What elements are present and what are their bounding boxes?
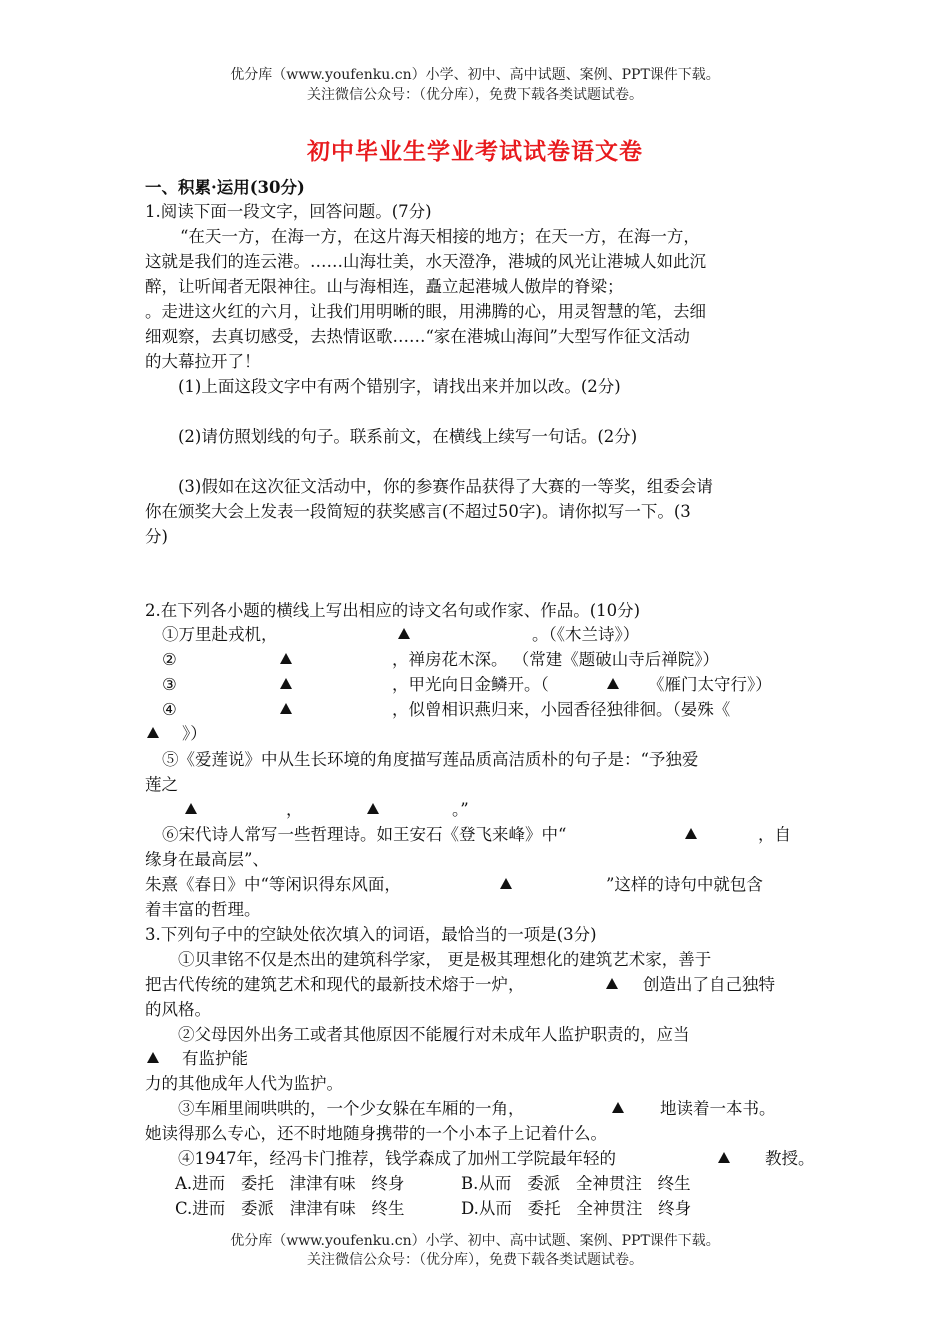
- q2-item-5: 莲之: [145, 775, 178, 794]
- blank-triangle-icon: [606, 974, 618, 996]
- q2-item-5-end: 。”: [452, 800, 469, 819]
- blank-triangle-icon: [280, 674, 292, 696]
- header-line-1: 优分库（www.youfenku.cn）小学、初中、高中试题、案例、PPT课件下载。: [230, 67, 720, 83]
- q2-item-3-source: 《雁门太守行》）: [648, 675, 772, 694]
- q2-item-5-comma: ，: [286, 800, 303, 819]
- blank-triangle-icon: [718, 1148, 730, 1170]
- blank-triangle-icon: [147, 1048, 159, 1070]
- q3-option-b: B.从而 委派 全神贯注 终生: [461, 1174, 691, 1193]
- q3-sentence-1: 的风格。: [145, 1000, 211, 1019]
- blank-triangle-icon: [612, 1098, 624, 1120]
- footer-line-1: 优分库（www.youfenku.cn）小学、初中、高中试题、案例、PPT课件下载。: [230, 1233, 720, 1249]
- q3-sentence-3: 地读着一本书。: [660, 1099, 776, 1118]
- blank-triangle-icon: [147, 723, 159, 745]
- blank-triangle-icon: [398, 624, 410, 646]
- q3-sentence-1: 把古代传统的建筑艺术和现代的最新技术熔于一炉，: [145, 975, 525, 994]
- q2-item-4-end: 》）: [182, 724, 207, 743]
- q3-option-d: D.从而 委托 全神贯注 终身: [461, 1199, 692, 1218]
- q2-item-6: ，自: [758, 825, 791, 844]
- q1-sub-3: (3)假如在这次征文活动中，你的参赛作品获得了大赛的一等奖，组委会请: [178, 477, 713, 496]
- q1-para-line: 醉，让听闻者无限神往。山与海相连，矗立起港城人傲岸的脊梁；: [145, 277, 624, 296]
- blank-triangle-icon: [367, 799, 379, 821]
- q1-para-line: 细观察，去真切感受，去热情讴歌……“家在港城山海间”大型写作征文活动: [145, 327, 690, 346]
- q1-sub-3: 你在颁奖大会上发表一段简短的获奖感言(不超过50字)。请你拟写一下。(3: [145, 502, 691, 521]
- q3-sentence-4: ④1947年，经冯卡门推荐，钱学森成了加州工学院最年轻的: [178, 1149, 616, 1168]
- q1-sub-2: (2)请仿照划线的句子。联系前文，在横线上续写一句话。(2分): [178, 427, 638, 446]
- q2-item-2: ②: [162, 650, 177, 669]
- q3-sentence-2: 有监护能: [182, 1049, 248, 1068]
- q3-option-c: C.进而 委派 津津有味 终生: [175, 1199, 405, 1218]
- q2-item-3: ③: [162, 675, 177, 694]
- q2-item-6: ⑥宋代诗人常写一些哲理诗。如王安石《登飞来峰》中“: [162, 825, 567, 844]
- q2-item-4-rest: ，似曾相识燕归来，小园香径独徘徊。（晏殊《: [392, 700, 731, 719]
- blank-triangle-icon: [500, 874, 512, 896]
- q2-item-1-source: 。（《木兰诗》）: [532, 625, 640, 644]
- blank-triangle-icon: [280, 699, 292, 721]
- page-title: 初中毕业生学业考试试卷语文卷: [307, 138, 643, 165]
- footer-line-2: 关注微信公众号：（优分库），免费下载各类试题试卷。: [307, 1252, 643, 1268]
- q2-item-6: 着丰富的哲理。: [145, 900, 261, 919]
- q1-para-line: 的大幕拉开了！: [145, 352, 261, 371]
- blank-triangle-icon: [685, 824, 697, 846]
- q3-option-a: A.进而 委托 津津有味 终身: [175, 1174, 405, 1193]
- q1-para-line: “在天一方，在海一方，在这片海天相接的地方；在天一方，在海一方，: [180, 227, 700, 246]
- q1-stem: 1.阅读下面一段文字，回答问题。(7分): [145, 202, 432, 221]
- q3-stem: 3.下列句子中的空缺处依次填入的词语，最恰当的一项是(3分): [145, 925, 597, 944]
- q2-item-6: ”这样的诗句中就包含: [606, 875, 763, 894]
- blank-triangle-icon: [607, 674, 619, 696]
- q3-sentence-1: ①贝聿铭不仅是杰出的建筑科学家， 更是极其理想化的建筑艺术家，善于: [178, 950, 712, 969]
- q2-item-4: ④: [162, 700, 177, 719]
- q3-sentence-2: ②父母因外出务工或者其他原因不能履行对未成年人监护职责的，应当: [178, 1025, 690, 1044]
- q3-sentence-3: 她读得那么专心，还不时地随身携带的一个小本子上记着什么。: [145, 1124, 607, 1143]
- q1-sub-1: (1)上面这段文字中有两个错别字，请找出来并加以改。(2分): [178, 377, 621, 396]
- q2-item-6: 朱熹《春日》中“等闲识得东风面，: [145, 875, 401, 894]
- q3-sentence-4: 教授。: [765, 1149, 815, 1168]
- q1-sub-3: 分): [145, 527, 168, 546]
- q2-item-1: ①万里赴戎机，: [162, 625, 278, 644]
- q1-para-line: 这就是我们的连云港。……山海壮美，水天澄净，港城的风光让港城人如此沉: [145, 252, 706, 271]
- q3-sentence-3: ③车厢里闹哄哄的，一个少女躲在车厢的一角，: [178, 1099, 525, 1118]
- q2-item-3-rest: ，甲光向日金鳞开。（: [392, 675, 549, 694]
- q3-sentence-1: 创造出了自己独特: [643, 975, 775, 994]
- blank-triangle-icon: [280, 649, 292, 671]
- q2-item-5: ⑤《爱莲说》中从生长环境的角度描写莲品质高洁质朴的句子是：“予独爱: [162, 750, 699, 769]
- q2-stem: 2.在下列各小题的横线上写出相应的诗文名句或作家、作品。(10分): [145, 601, 641, 620]
- section-heading: 一、积累·运用(30分): [145, 178, 305, 197]
- q3-sentence-2: 力的其他成年人代为监护。: [145, 1074, 343, 1093]
- q2-item-6: 缘身在最高层”、: [145, 850, 269, 869]
- header-line-2: 关注微信公众号：（优分库），免费下载各类试题试卷。: [307, 87, 643, 103]
- q1-para-line: 。走进这火红的六月，让我们用明晰的眼，用沸腾的心，用灵智慧的笔，去细: [145, 302, 706, 321]
- q2-item-2-rest: ，禅房花木深。 （常建《题破山寺后禅院》）: [392, 650, 719, 669]
- blank-triangle-icon: [185, 799, 197, 821]
